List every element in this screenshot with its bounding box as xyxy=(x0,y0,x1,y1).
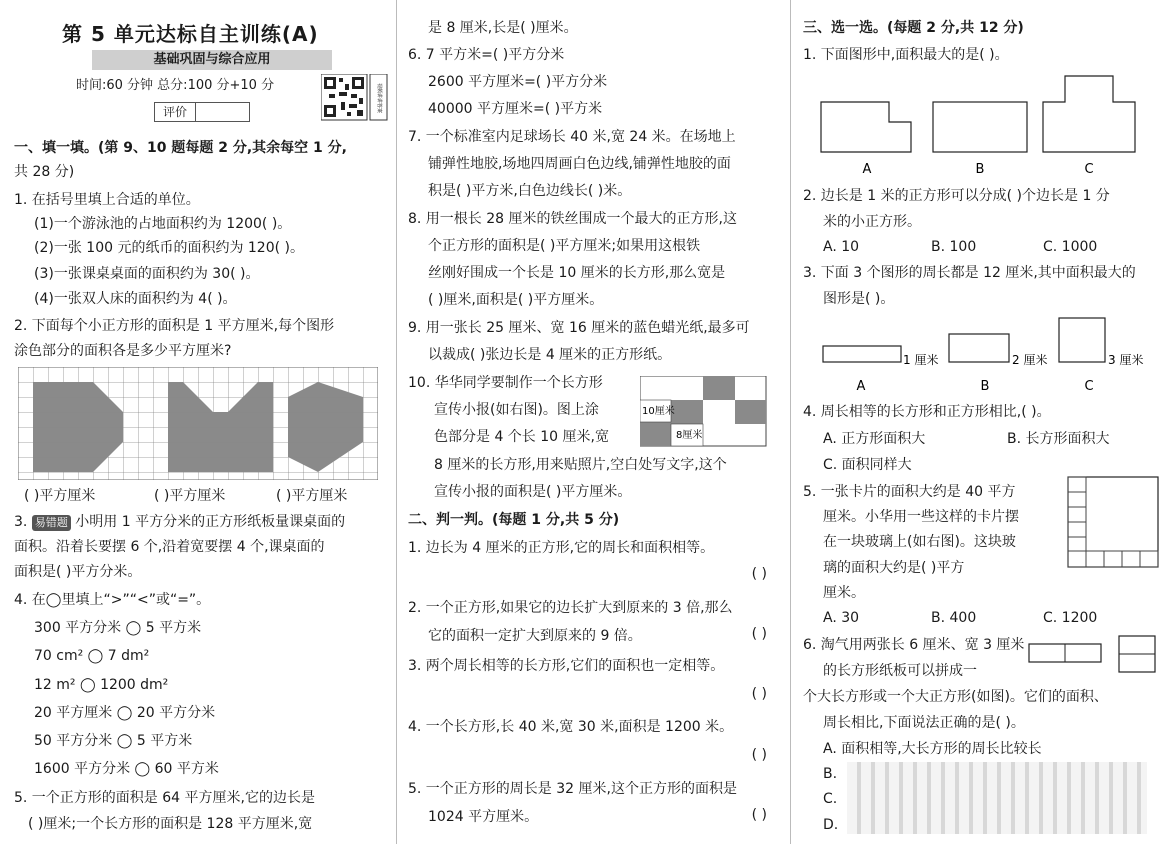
figure-a xyxy=(821,102,911,152)
column-divider-1 xyxy=(396,0,397,844)
label-a: A xyxy=(862,162,872,176)
q6-line3: 40000 平方厘米=( )平方米 xyxy=(428,101,603,117)
figure-b xyxy=(933,102,1027,152)
judge-1: 1. 边长为 4 厘米的正方形,它的周长和面积相等。 xyxy=(408,540,715,556)
error-prone-tag: 易错题 xyxy=(32,515,71,531)
exam-meta: 时间:60 分钟 总分:100 分+10 分 xyxy=(76,78,275,93)
q7-line2: 铺弹性地胶,场地四周画白色边线,铺弹性地胶的面 xyxy=(428,156,731,172)
rating-box[interactable] xyxy=(154,102,250,122)
choice-6-option-a[interactable]: A. 面积相等,大长方形的周长比较长 xyxy=(823,741,1042,757)
q1-3: (3)一张课桌桌面的面积约为 30( )。 xyxy=(34,266,260,282)
q9-line2: 以裁成( )张边长是 4 厘米的正方形纸。 xyxy=(428,347,672,363)
q4-item-1[interactable]: 300 平方分米 ◯ 5 平方米 xyxy=(34,620,202,636)
q10-line3: 色部分是 4 个长 10 厘米,宽 xyxy=(434,429,609,445)
q8-line2: 个正方形的面积是( )平方厘米;如果用这根铁 xyxy=(428,238,701,254)
section-3-heading: 三、选一选。(每题 2 分,共 12 分) xyxy=(803,20,1024,36)
q3-line3: 面积是( )平方分米。 xyxy=(14,564,142,580)
judge-5-line1: 5. 一个正方形的周长是 32 厘米,这个正方形的面积是 xyxy=(408,781,737,797)
q2-line1: 2. 下面每个小正方形的面积是 1 平方厘米,每个图形 xyxy=(14,318,335,334)
figure-3a xyxy=(823,346,901,362)
choice-6-figure xyxy=(1027,632,1161,678)
q4-item-5[interactable]: 50 平方分米 ◯ 5 平方米 xyxy=(34,733,193,749)
judge-2-line1: 2. 一个正方形,如果它的边长扩大到原来的 3 倍,那么 xyxy=(408,600,733,616)
subtitle-band: 基础巩固与综合应用 xyxy=(92,50,332,70)
choice-2-option-b[interactable]: B. 100 xyxy=(931,239,977,255)
choice-5-line4: 璃的面积大约是( )平方 xyxy=(823,560,965,576)
choice-4-option-b[interactable]: B. 长方形面积大 xyxy=(1007,431,1110,447)
q1-4: (4)一张双人床的面积约为 4( )。 xyxy=(34,291,237,307)
label-3c: C xyxy=(1084,379,1094,394)
judge-4: 4. 一个长方形,长 40 米,宽 30 米,面积是 1200 米。 xyxy=(408,719,734,735)
photo-rect-3 xyxy=(735,400,766,424)
q2-line2: 涂色部分的面积各是多少平方厘米? xyxy=(14,343,232,359)
judge-1-answer[interactable]: ( ) xyxy=(751,566,767,582)
choice-6-option-b[interactable]: B. xyxy=(823,766,838,782)
rating-label: 评价 xyxy=(155,103,196,121)
choice-1: 1. 下面图形中,面积最大的是( )。 xyxy=(803,47,1009,63)
q2-answer-b[interactable]: ( )平方厘米 xyxy=(154,488,226,504)
choice-6-line3: 个大长方形或一个大正方形(如图)。它们的面积、 xyxy=(803,689,1108,705)
q3-line2: 面积。沿着长要摆 6 个,沿着宽要摆 4 个,课桌面的 xyxy=(14,539,325,555)
judge-4-answer[interactable]: ( ) xyxy=(751,747,767,763)
column-2 xyxy=(408,0,773,844)
q8-line4: ( )厘米,面积是( )平方厘米。 xyxy=(428,292,604,308)
q1-2: (2)一张 100 元的纸币的面积约为 120( )。 xyxy=(34,240,304,256)
q3-line1: 3. 易错题 小明用 1 平方分米的正方形纸板量课桌面的 xyxy=(14,514,346,530)
column-divider-2 xyxy=(790,0,791,844)
section-1-heading-cont: 共 28 分) xyxy=(14,164,75,180)
choice-5-line2: 厘米。小华用一些这样的卡片摆 xyxy=(823,509,1019,525)
q10-height-label: 8厘米 xyxy=(676,430,703,441)
choice-6-line2: 的长方形纸板可以拼成一 xyxy=(823,663,977,679)
q4-item-2[interactable]: 70 cm² ◯ 7 dm² xyxy=(34,648,150,664)
choice-1-figures xyxy=(817,72,1147,176)
column-3 xyxy=(803,0,1165,844)
choice-3-figures xyxy=(819,316,1165,396)
unit-3a: 1 厘米 xyxy=(903,353,939,367)
choice-5-glass-figure xyxy=(1067,476,1161,570)
choice-6-line1: 6. 淘气用两张长 6 厘米、宽 3 厘米 xyxy=(803,637,1025,653)
q10-line4: 8 厘米的长方形,用来贴照片,空白处写文字,这个 xyxy=(434,457,727,473)
choice-3-line1: 3. 下面 3 个图形的周长都是 12 厘米,其中面积最大的 xyxy=(803,265,1136,281)
q5-line2: ( )厘米;一个长方形的面积是 128 平方厘米,宽 xyxy=(28,816,313,832)
choice-6-option-d[interactable]: D. xyxy=(823,817,839,833)
q6-line2: 2600 平方厘米=( )平方分米 xyxy=(428,74,608,90)
q4-item-4[interactable]: 20 平方厘米 ◯ 20 平方分米 xyxy=(34,705,216,721)
photo-rect-2 xyxy=(671,400,703,424)
label-b: B xyxy=(975,162,985,176)
section-1-heading: 一、填一填。(第 9、10 题每题 2 分,其余每空 1 分, xyxy=(14,140,347,156)
choice-4: 4. 周长相等的长方形和正方形相比,( )。 xyxy=(803,404,1051,420)
photo-rect-4 xyxy=(640,422,671,446)
q10-width-label: 10厘米 xyxy=(642,406,675,417)
judge-2-line2: 它的面积一定扩大到原来的 9 倍。 xyxy=(428,628,642,644)
q9-line1: 9. 用一张长 25 厘米、宽 16 厘米的蓝色蜡光纸,最多可 xyxy=(408,320,750,336)
judge-3-answer[interactable]: ( ) xyxy=(751,686,767,702)
q10-line2: 宣传小报(如右图)。图上涂 xyxy=(434,402,599,418)
choice-2-line1: 2. 边长是 1 米的正方形可以分成( )个边长是 1 分 xyxy=(803,188,1110,204)
figure-3b xyxy=(949,334,1009,362)
q4-item-3[interactable]: 12 m² ◯ 1200 dm² xyxy=(34,677,169,693)
choice-4-option-a[interactable]: A. 正方形面积大 xyxy=(823,431,926,447)
q5-line1: 5. 一个正方形的面积是 64 平方厘米,它的边长是 xyxy=(14,790,315,806)
choice-6-option-c[interactable]: C. xyxy=(823,791,838,807)
q4-item-6[interactable]: 1600 平方分米 ◯ 60 平方米 xyxy=(34,761,219,777)
choice-5-option-a[interactable]: A. 30 xyxy=(823,610,860,626)
q7-line1: 7. 一个标准室内足球场长 40 米,宽 24 米。在场地上 xyxy=(408,129,736,145)
q4: 4. 在◯里填上“>”“<”或“=”。 xyxy=(14,592,211,608)
q10-poster-figure xyxy=(640,376,768,448)
qr-code-icon[interactable] xyxy=(321,74,389,126)
label-3a: A xyxy=(856,379,866,394)
column-1 xyxy=(14,0,386,844)
unit-3c: 3 厘米 xyxy=(1108,353,1144,367)
q2-answer-a[interactable]: ( )平方厘米 xyxy=(24,488,96,504)
section-2-heading: 二、判一判。(每题 1 分,共 5 分) xyxy=(408,512,620,528)
figure-c xyxy=(1043,76,1135,152)
q7-line3: 积是( )平方米,白色边线长( )米。 xyxy=(428,183,632,199)
choice-5-option-b[interactable]: B. 400 xyxy=(931,610,977,626)
q2-answer-c[interactable]: ( )平方厘米 xyxy=(276,488,348,504)
judge-5-answer[interactable]: ( ) xyxy=(751,807,767,823)
choice-5-line5: 厘米。 xyxy=(823,585,865,601)
q8-line1: 8. 用一根长 28 厘米的铁丝围成一个最大的正方形,这 xyxy=(408,211,737,227)
judge-5-line2: 1024 平方厘米。 xyxy=(428,809,539,825)
choice-6-line4: 周长相比,下面说法正确的是( )。 xyxy=(823,715,1025,731)
choice-5-line1: 5. 一张卡片的面积大约是 40 平方 xyxy=(803,484,1016,500)
choice-4-option-c[interactable]: C. 面积同样大 xyxy=(823,457,912,473)
redacted-area xyxy=(847,762,1147,834)
q2-grid-figure xyxy=(18,367,378,480)
page-title: 第 5 单元达标自主训练(A) xyxy=(62,22,319,46)
q5-line3: 是 8 厘米,长是( )厘米。 xyxy=(428,20,578,36)
judge-2-answer[interactable]: ( ) xyxy=(751,626,767,642)
q6-line1: 6. 7 平方米=( )平方分米 xyxy=(408,47,565,63)
choice-5-line3: 在一块玻璃上(如右图)。这块玻 xyxy=(823,534,1016,550)
figure-3c xyxy=(1059,318,1105,362)
label-c: C xyxy=(1084,162,1094,176)
choice-5-option-c[interactable]: C. 1200 xyxy=(1043,610,1098,626)
q1-1: (1)一个游泳池的占地面积约为 1200( )。 xyxy=(34,216,292,232)
choice-3-line2: 图形是( )。 xyxy=(823,291,895,307)
q8-line3: 丝刚好围成一个长是 10 厘米的长方形,那么宽是 xyxy=(428,265,726,281)
label-3b: B xyxy=(980,379,990,394)
choice-2-option-a[interactable]: A. 10 xyxy=(823,239,860,255)
q10-line1: 10. 华华同学要制作一个长方形 xyxy=(408,375,603,391)
qr-note: 视频讲讲答案 xyxy=(376,82,382,114)
judge-3: 3. 两个周长相等的长方形,它们的面积也一定相等。 xyxy=(408,658,725,674)
choice-2-option-c[interactable]: C. 1000 xyxy=(1043,239,1098,255)
choice-2-line2: 米的小正方形。 xyxy=(823,214,921,230)
photo-rect-1 xyxy=(703,376,735,400)
q1: 1. 在括号里填上合适的单位。 xyxy=(14,192,200,208)
q10-line5: 宣传小报的面积是( )平方厘米。 xyxy=(434,484,632,500)
unit-3b: 2 厘米 xyxy=(1012,353,1048,367)
